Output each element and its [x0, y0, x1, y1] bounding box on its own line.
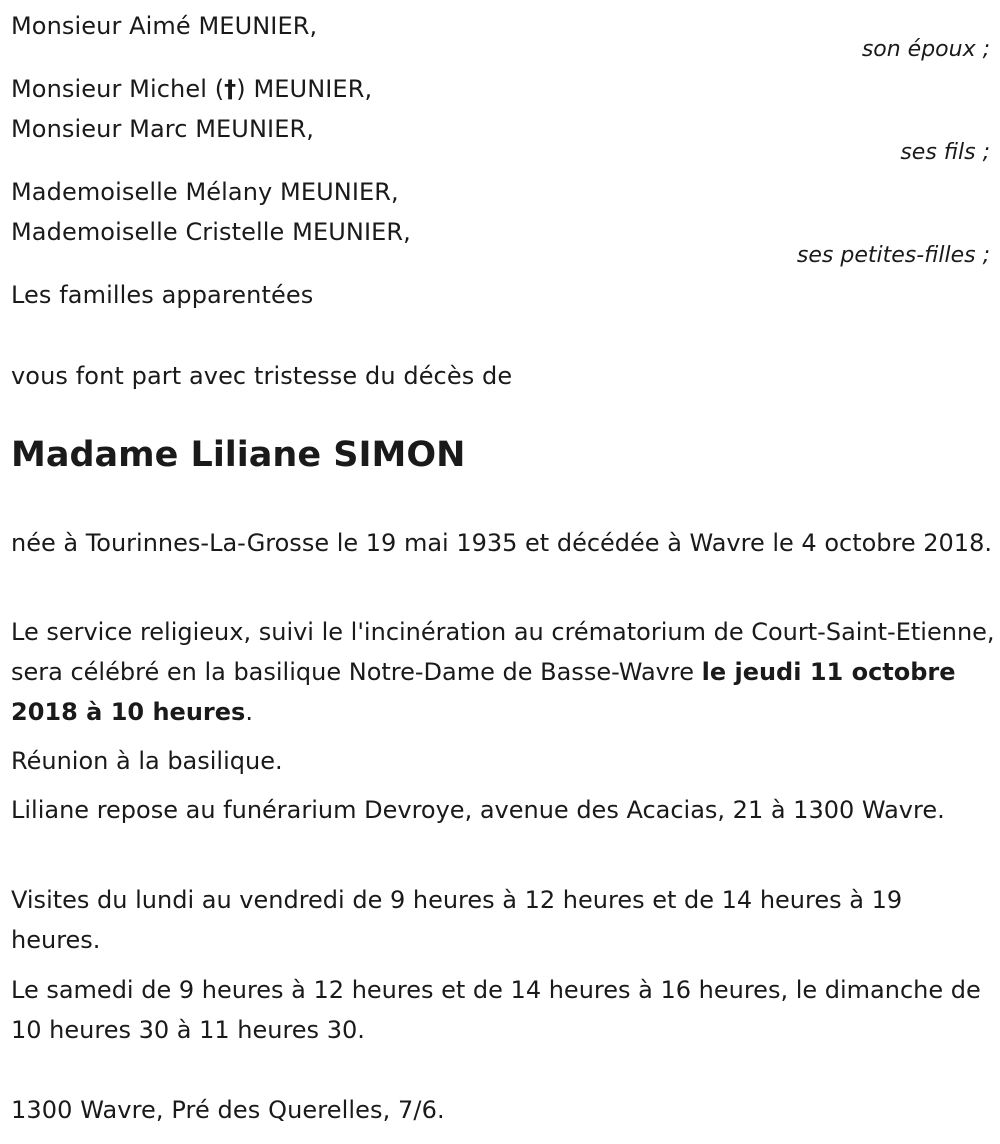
service-text: Le service religieux, suivi le l'incinération au crématorium de Court-Saint-Etienne, sera célébré en la basilique Notre-Dame de Basse-Wavre: [11, 618, 995, 686]
spouse-name: Monsieur Aimé MEUNIER,: [11, 12, 318, 40]
spouse-role: son époux ;: [861, 37, 990, 62]
service-paragraph: [11, 612, 996, 732]
son-michel-prefix: Monsieur Michel (: [11, 75, 225, 103]
granddaughter-melany-name: Mademoiselle Mélany MEUNIER,: [11, 178, 399, 206]
sons-role: ses fils ;: [900, 140, 990, 165]
deceased-cross-icon: †: [224, 75, 237, 103]
service-datetime: le jeudi 11 octobre 2018 à 10 heures: [11, 658, 956, 726]
visits-weekend-paragraph: Le samedi de 9 heures à 12 heures et de 14 heures à 16 heures, le dimanche de 10 heures 30 à 11 heures 30.: [11, 976, 981, 1044]
visits-weekdays-paragraph: Visites du lundi au vendredi de 9 heures à 12 heures et de 14 heures à 19 heures.: [11, 886, 903, 954]
meeting-paragraph: Réunion à la basilique.: [11, 747, 283, 775]
announcement-intro: vous font part avec tristesse du décès de: [11, 362, 513, 390]
granddaughters-role: ses petites-filles ;: [796, 243, 990, 268]
son-marc-name: Monsieur Marc MEUNIER,: [11, 115, 314, 143]
repose-paragraph: Liliane repose au funérarium Devroye, avenue des Acacias, 21 à 1300 Wavre.: [11, 796, 945, 824]
deceased-name: Madame Liliane SIMON: [11, 435, 466, 475]
relatives-line: Les familles apparentées: [11, 281, 314, 309]
service-end: .: [245, 698, 253, 726]
birth-death-paragraph: née à Tourinnes-La-Grosse le 19 mai 1935 et décédée à Wavre le 4 octobre 2018.: [11, 529, 992, 557]
son-michel-name: [11, 74, 372, 104]
family-address: 1300 Wavre, Pré des Querelles, 7/6.: [11, 1096, 445, 1124]
son-michel-suffix: ) MEUNIER,: [236, 75, 373, 103]
granddaughter-cristelle-name: Mademoiselle Cristelle MEUNIER,: [11, 218, 411, 246]
